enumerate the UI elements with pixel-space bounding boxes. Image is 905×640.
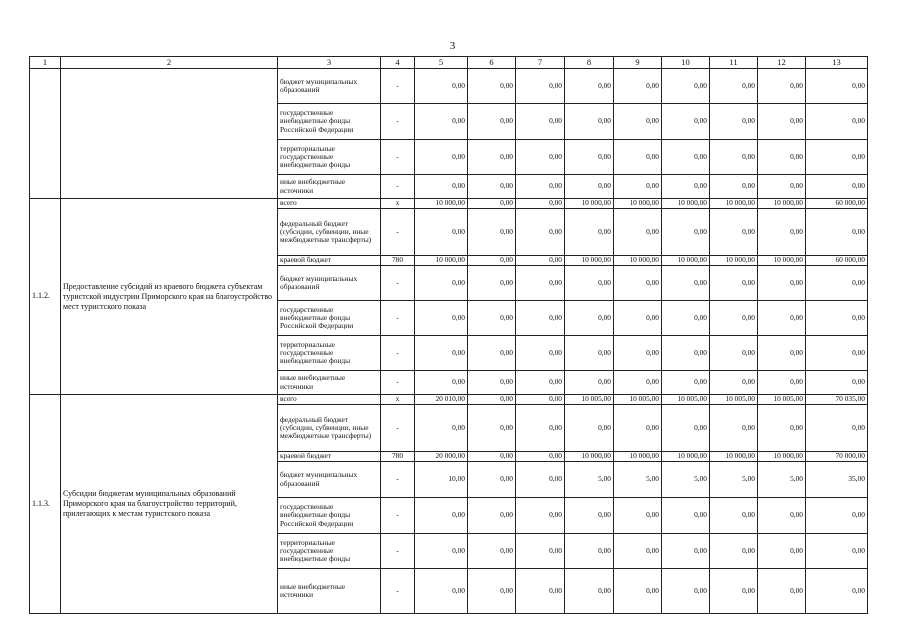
amount-cell: 10 000,00	[614, 452, 662, 462]
amount-cell: 10 005,00	[758, 395, 806, 405]
funding-source: краевой бюджет	[278, 256, 381, 266]
amount-cell: 0,00	[662, 69, 710, 104]
amount-cell: 0,00	[758, 69, 806, 104]
measure-title: Предоставление субсидий из краевого бюджета субъектам туристской индустрии Приморского края на благоустройство мест туристского показа	[61, 199, 278, 395]
amount-cell: 0,00	[468, 405, 516, 452]
amount-cell: 0,00	[710, 69, 758, 104]
funding-source: бюджет муниципальных образований	[278, 266, 381, 301]
budget-code: -	[381, 140, 415, 175]
amount-cell: 0,00	[516, 301, 565, 336]
amount-cell: 0,00	[614, 405, 662, 452]
amount-cell: 0,00	[662, 498, 710, 534]
amount-cell: 0,00	[758, 405, 806, 452]
amount-cell: 0,00	[415, 104, 468, 140]
amount-cell: 0,00	[758, 301, 806, 336]
amount-cell: 0,00	[468, 104, 516, 140]
funding-source: федеральный бюджет (субсидии, субвенции, иные межбюджетные трансферты)	[278, 405, 381, 452]
col-header: 8	[565, 57, 614, 69]
amount-cell: 0,00	[516, 371, 565, 395]
amount-cell: 0,00	[710, 175, 758, 199]
amount-cell: 5,00	[662, 462, 710, 498]
row-number: 1.1.3.	[30, 395, 61, 614]
amount-cell: 0,00	[565, 175, 614, 199]
amount-cell: 0,00	[468, 462, 516, 498]
page-number: 3	[449, 40, 456, 52]
funding-source: краевой бюджет	[278, 452, 381, 462]
amount-cell: 0,00	[806, 69, 868, 104]
amount-cell: 10 000,00	[415, 199, 468, 209]
budget-code: x	[381, 395, 415, 405]
amount-cell: 0,00	[662, 104, 710, 140]
amount-cell: 0,00	[662, 405, 710, 452]
table-row	[30, 69, 868, 104]
amount-cell: 0,00	[710, 371, 758, 395]
amount-cell: 0,00	[516, 462, 565, 498]
amount-cell: 0,00	[468, 69, 516, 104]
amount-cell: 0,00	[710, 209, 758, 256]
amount-cell: 0,00	[516, 256, 565, 266]
amount-cell: 0,00	[758, 175, 806, 199]
amount-cell: 0,00	[565, 336, 614, 371]
amount-cell: 0,00	[758, 104, 806, 140]
amount-cell: 0,00	[516, 395, 565, 405]
budget-code: 780	[381, 452, 415, 462]
amount-cell: 0,00	[806, 371, 868, 395]
amount-cell: 60 000,00	[806, 256, 868, 266]
amount-cell: 0,00	[806, 140, 868, 175]
row-number: 1.1.2.	[30, 199, 61, 395]
budget-code: -	[381, 534, 415, 569]
funding-source: территориальные государственные внебюджетные фонды	[278, 534, 381, 569]
amount-cell: 0,00	[710, 534, 758, 569]
amount-cell: 0,00	[415, 140, 468, 175]
amount-cell: 0,00	[468, 452, 516, 462]
amount-cell: 0,00	[662, 301, 710, 336]
amount-cell: 0,00	[614, 266, 662, 301]
measure-title: Субсидии бюджетам муниципальных образований Приморского края на благоустройство территорий, прилегающих к местам туристского показа	[61, 395, 278, 614]
amount-cell: 0,00	[662, 569, 710, 614]
amount-cell: 0,00	[806, 498, 868, 534]
amount-cell: 0,00	[516, 534, 565, 569]
amount-cell: 0,00	[565, 104, 614, 140]
amount-cell: 0,00	[468, 569, 516, 614]
amount-cell: 0,00	[415, 569, 468, 614]
budget-code: -	[381, 405, 415, 452]
amount-cell: 10 000,00	[758, 199, 806, 209]
amount-cell: 0,00	[468, 209, 516, 256]
amount-cell: 10 000,00	[565, 452, 614, 462]
budget-code: -	[381, 569, 415, 614]
budget-code: -	[381, 462, 415, 498]
amount-cell: 0,00	[516, 569, 565, 614]
amount-cell: 0,00	[806, 266, 868, 301]
amount-cell: 0,00	[415, 69, 468, 104]
amount-cell: 0,00	[516, 104, 565, 140]
amount-cell: 0,00	[565, 498, 614, 534]
budget-code: -	[381, 336, 415, 371]
budget-code: -	[381, 209, 415, 256]
funding-source: всего	[278, 199, 381, 209]
amount-cell: 0,00	[516, 175, 565, 199]
amount-cell: 0,00	[614, 69, 662, 104]
amount-cell: 0,00	[565, 301, 614, 336]
col-header: 4	[381, 57, 415, 69]
amount-cell: 0,00	[516, 69, 565, 104]
amount-cell: 0,00	[710, 336, 758, 371]
funding-source: бюджет муниципальных образований	[278, 69, 381, 104]
amount-cell: 0,00	[516, 199, 565, 209]
amount-cell: 0,00	[516, 336, 565, 371]
amount-cell: 0,00	[614, 569, 662, 614]
col-header: 2	[61, 57, 278, 69]
amount-cell: 5,00	[758, 462, 806, 498]
measure-title	[61, 69, 278, 199]
amount-cell: 0,00	[468, 175, 516, 199]
amount-cell: 10 000,00	[662, 199, 710, 209]
amount-cell: 0,00	[415, 534, 468, 569]
funding-source: иные внебюджетные источники	[278, 569, 381, 614]
amount-cell: 0,00	[565, 266, 614, 301]
col-header: 1	[30, 57, 61, 69]
amount-cell: 10 000,00	[565, 199, 614, 209]
funding-source: иные внебюджетные источники	[278, 371, 381, 395]
budget-code: -	[381, 104, 415, 140]
amount-cell: 0,00	[614, 336, 662, 371]
amount-cell: 10 000,00	[710, 199, 758, 209]
funding-source: бюджет муниципальных образований	[278, 462, 381, 498]
amount-cell: 0,00	[468, 140, 516, 175]
amount-cell: 10 000,00	[710, 256, 758, 266]
amount-cell: 0,00	[614, 371, 662, 395]
amount-cell: 0,00	[565, 569, 614, 614]
col-header: 5	[415, 57, 468, 69]
amount-cell: 0,00	[565, 371, 614, 395]
amount-cell: 0,00	[614, 140, 662, 175]
amount-cell: 0,00	[516, 266, 565, 301]
funding-source: федеральный бюджет (субсидии, субвенции, иные межбюджетные трансферты)	[278, 209, 381, 256]
amount-cell: 0,00	[662, 266, 710, 301]
amount-cell: 0,00	[662, 140, 710, 175]
amount-cell: 0,00	[662, 209, 710, 256]
amount-cell: 0,00	[516, 140, 565, 175]
amount-cell: 0,00	[516, 498, 565, 534]
amount-cell: 10 000,00	[614, 256, 662, 266]
amount-cell: 0,00	[758, 140, 806, 175]
amount-cell: 0,00	[662, 534, 710, 569]
funding-source: территориальные государственные внебюджетные фонды	[278, 336, 381, 371]
budget-code: -	[381, 69, 415, 104]
amount-cell: 10 000,00	[614, 199, 662, 209]
amount-cell: 0,00	[468, 534, 516, 569]
amount-cell: 10 000,00	[710, 452, 758, 462]
amount-cell: 0,00	[468, 371, 516, 395]
row-number	[30, 69, 61, 199]
amount-cell: 0,00	[614, 104, 662, 140]
amount-cell: 0,00	[614, 498, 662, 534]
amount-cell: 0,00	[710, 266, 758, 301]
amount-cell: 0,00	[468, 266, 516, 301]
budget-code: -	[381, 301, 415, 336]
amount-cell: 0,00	[415, 175, 468, 199]
amount-cell: 0,00	[758, 209, 806, 256]
budget-code: -	[381, 175, 415, 199]
amount-cell: 0,00	[806, 209, 868, 256]
amount-cell: 0,00	[565, 405, 614, 452]
col-header: 6	[468, 57, 516, 69]
amount-cell: 0,00	[662, 175, 710, 199]
amount-cell: 60 000,00	[806, 199, 868, 209]
amount-cell: 35,00	[806, 462, 868, 498]
amount-cell: 0,00	[758, 498, 806, 534]
col-header: 12	[758, 57, 806, 69]
amount-cell: 5,00	[710, 462, 758, 498]
amount-cell: 0,00	[614, 175, 662, 199]
amount-cell: 0,00	[806, 336, 868, 371]
funding-source: иные внебюджетные источники	[278, 175, 381, 199]
amount-cell: 0,00	[468, 256, 516, 266]
amount-cell: 0,00	[806, 534, 868, 569]
amount-cell: 0,00	[710, 405, 758, 452]
funding-source: государственные внебюджетные фонды Российской Федерации	[278, 498, 381, 534]
table-row	[30, 395, 868, 405]
amount-cell: 0,00	[565, 534, 614, 569]
amount-cell: 10 000,00	[758, 256, 806, 266]
amount-cell: 0,00	[806, 104, 868, 140]
col-header: 3	[278, 57, 381, 69]
col-header: 7	[516, 57, 565, 69]
amount-cell: 0,00	[710, 498, 758, 534]
amount-cell: 0,00	[415, 405, 468, 452]
budget-code: 780	[381, 256, 415, 266]
table-row	[30, 199, 868, 209]
amount-cell: 10 005,00	[614, 395, 662, 405]
amount-cell: 0,00	[806, 301, 868, 336]
col-header: 11	[710, 57, 758, 69]
amount-cell: 0,00	[758, 569, 806, 614]
amount-cell: 10 000,00	[415, 256, 468, 266]
amount-cell: 10 000,00	[662, 256, 710, 266]
amount-cell: 0,00	[415, 266, 468, 301]
funding-source: всего	[278, 395, 381, 405]
col-header: 10	[662, 57, 710, 69]
col-header: 9	[614, 57, 662, 69]
amount-cell: 10 000,00	[758, 452, 806, 462]
amount-cell: 0,00	[710, 140, 758, 175]
amount-cell: 0,00	[614, 209, 662, 256]
amount-cell: 0,00	[468, 301, 516, 336]
amount-cell: 10,00	[415, 462, 468, 498]
amount-cell: 0,00	[565, 209, 614, 256]
amount-cell: 0,00	[516, 405, 565, 452]
amount-cell: 0,00	[516, 452, 565, 462]
amount-cell: 20 010,00	[415, 395, 468, 405]
amount-cell: 0,00	[806, 405, 868, 452]
amount-cell: 0,00	[415, 336, 468, 371]
funding-source: государственные внебюджетные фонды Российской Федерации	[278, 104, 381, 140]
amount-cell: 0,00	[516, 209, 565, 256]
amount-cell: 0,00	[468, 395, 516, 405]
amount-cell: 0,00	[758, 371, 806, 395]
amount-cell: 0,00	[662, 336, 710, 371]
amount-cell: 0,00	[758, 534, 806, 569]
amount-cell: 0,00	[710, 301, 758, 336]
budget-code: -	[381, 371, 415, 395]
amount-cell: 0,00	[415, 371, 468, 395]
amount-cell: 5,00	[614, 462, 662, 498]
budget-table	[29, 56, 868, 614]
amount-cell: 0,00	[468, 336, 516, 371]
amount-cell: 0,00	[468, 498, 516, 534]
amount-cell: 0,00	[758, 266, 806, 301]
amount-cell: 70 035,00	[806, 395, 868, 405]
amount-cell: 0,00	[468, 199, 516, 209]
budget-code: x	[381, 199, 415, 209]
amount-cell: 0,00	[415, 301, 468, 336]
amount-cell: 10 000,00	[565, 256, 614, 266]
amount-cell: 0,00	[415, 498, 468, 534]
amount-cell: 10 005,00	[662, 395, 710, 405]
amount-cell: 0,00	[710, 104, 758, 140]
table-body	[30, 57, 868, 614]
amount-cell: 0,00	[806, 569, 868, 614]
funding-source: государственные внебюджетные фонды Российской Федерации	[278, 301, 381, 336]
amount-cell: 0,00	[758, 336, 806, 371]
amount-cell: 10 005,00	[710, 395, 758, 405]
col-header: 13	[806, 57, 868, 69]
budget-code: -	[381, 498, 415, 534]
amount-cell: 0,00	[710, 569, 758, 614]
amount-cell: 10 000,00	[662, 452, 710, 462]
amount-cell: 0,00	[806, 175, 868, 199]
amount-cell: 5,00	[565, 462, 614, 498]
amount-cell: 0,00	[614, 534, 662, 569]
header-row	[30, 57, 868, 69]
amount-cell: 10 005,00	[565, 395, 614, 405]
amount-cell: 0,00	[565, 69, 614, 104]
amount-cell: 0,00	[415, 209, 468, 256]
amount-cell: 0,00	[614, 301, 662, 336]
funding-source: территориальные государственные внебюджетные фонды	[278, 140, 381, 175]
amount-cell: 0,00	[565, 140, 614, 175]
amount-cell: 0,00	[662, 371, 710, 395]
amount-cell: 20 000,00	[415, 452, 468, 462]
amount-cell: 70 000,00	[806, 452, 868, 462]
budget-code: -	[381, 266, 415, 301]
